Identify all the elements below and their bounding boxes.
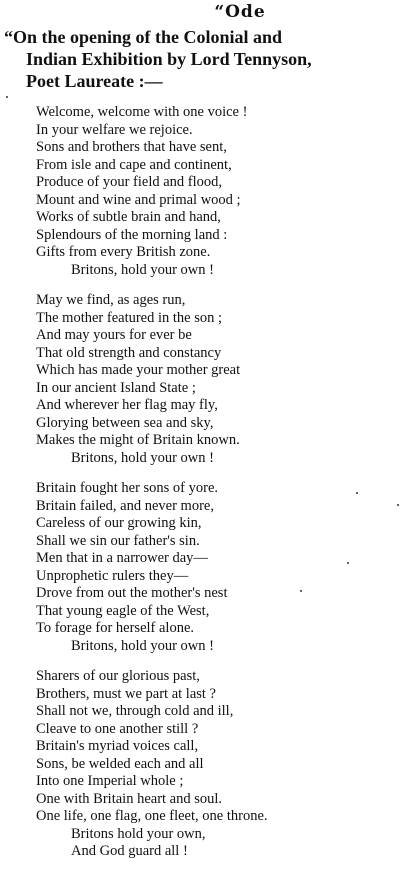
poem-line: In our ancient Island State ; — [36, 379, 196, 396]
poem-line: Britain failed, and never more, — [36, 497, 214, 514]
stanza — [36, 292, 416, 467]
stanza — [36, 668, 416, 861]
closing-line: And God guard all ! — [71, 843, 188, 859]
poem-line: Mount and wine and primal wood ; — [36, 191, 241, 208]
poem-line: And wherever her flag may fly, — [36, 397, 218, 413]
poem-line: Britain fought her sons of yore. — [36, 480, 219, 496]
heading-line: “On the opening of the Colonial and — [4, 27, 283, 47]
poem-line: Shall not we, through cold and ill, — [36, 703, 234, 719]
poem-line: Into one Imperial whole ; — [36, 773, 184, 789]
poem-line: Careless of our growing kin, — [36, 515, 202, 531]
poem-line: Produce of your field and flood, — [36, 174, 223, 190]
poem-line: One with Britain heart and soul. — [36, 790, 223, 807]
heading-line: Poet Laureate :— — [26, 71, 163, 91]
poem-line: Welcome, welcome with one voice ! — [36, 104, 248, 120]
poem-line: Sons and brothers that have sent, — [36, 139, 227, 155]
page-title: “Ode — [214, 2, 266, 22]
stanza — [36, 480, 416, 655]
poem-line: Sons, be welded each and all — [36, 755, 204, 772]
poem-line: Britain's myriad voices call, — [36, 738, 199, 754]
poem-line: Men that in a narrower day— — [36, 550, 208, 566]
poem-line: The mother featured in the son ; — [36, 309, 223, 326]
poem-heading — [4, 26, 418, 92]
poem-line: That young eagle of the West, — [36, 602, 210, 619]
poem-line: From isle and cape and continent, — [36, 156, 232, 173]
print-speck — [300, 590, 302, 592]
poem-line: Cleave to one another still ? — [36, 720, 199, 737]
poem-line: Glorying between sea and sky, — [36, 414, 214, 431]
poem-line: Splendours of the morning land : — [36, 226, 228, 243]
poem-line: And may yours for ever be — [36, 327, 192, 343]
poem-line: That old strength and constancy — [36, 344, 222, 361]
poem-line: Sharers of our glorious past, — [36, 668, 200, 684]
poem-line: Which has made your mother great — [36, 362, 241, 378]
poem-line: Shall we sin our father's sin. — [36, 532, 200, 549]
refrain-line: Britons hold your own, — [71, 825, 206, 842]
poem-line: Drove from out the mother's nest — [36, 585, 228, 601]
refrain-line: Britons, hold your own ! — [71, 637, 214, 654]
stanza — [36, 104, 416, 279]
heading-line: Indian Exhibition by Lord Tennyson, — [26, 49, 312, 69]
poem-line: Brothers, must we part at last ? — [36, 685, 216, 702]
poem-line: Works of subtle brain and hand, — [36, 209, 221, 225]
poem-body — [36, 104, 416, 874]
poem-line: Gifts from every British zone. — [36, 244, 211, 260]
print-speck — [356, 492, 358, 494]
refrain-line: Britons, hold your own ! — [71, 261, 214, 278]
print-speck — [397, 504, 399, 506]
print-speck — [6, 96, 8, 98]
poem-line: In your welfare we rejoice. — [36, 121, 193, 138]
print-speck — [347, 562, 349, 564]
poem-line: One life, one flag, one fleet, one throne. — [36, 808, 268, 824]
poem-line: May we find, as ages run, — [36, 292, 186, 308]
poem-line: Unprophetic rulers they— — [36, 567, 189, 584]
poem-line: To forage for herself alone. — [36, 620, 195, 636]
refrain-line: Britons, hold your own ! — [71, 449, 214, 466]
poem-line: Makes the might of Britain known. — [36, 432, 240, 448]
